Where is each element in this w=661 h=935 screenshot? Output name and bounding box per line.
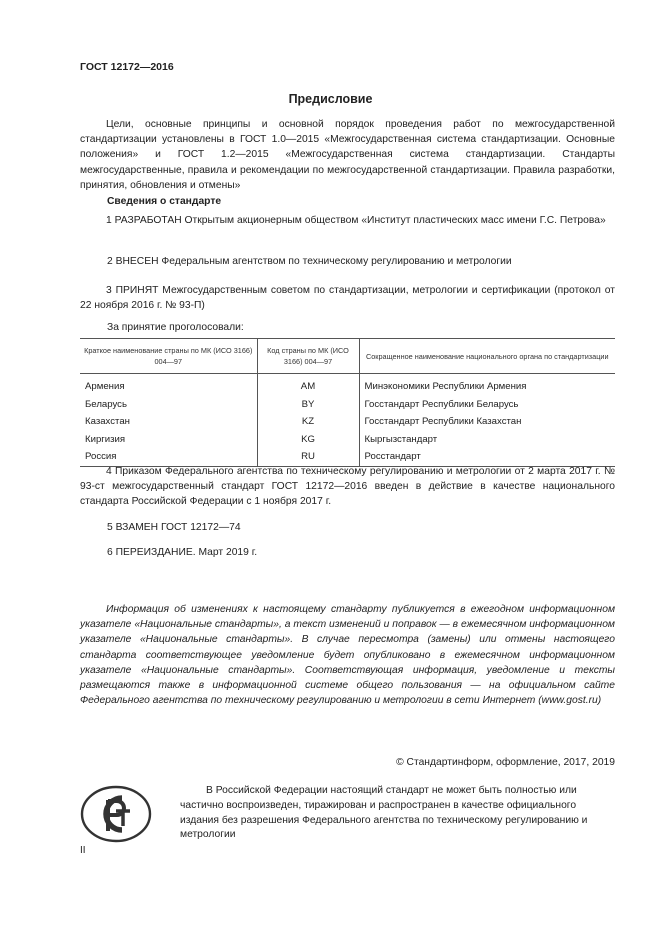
voted-label: За принятие проголосовали:	[107, 322, 244, 333]
cell-code: KG	[257, 431, 359, 449]
header-body: Сокращенное наименование национального органа по стандартизации	[359, 339, 615, 374]
header-code: Код страны по МК (ИСО 3166) 004—97	[257, 339, 359, 374]
cell-code: BY	[257, 396, 359, 414]
intro-text: Цели, основные принципы и основной порядок проведения работ по межгосударственной стандартизации установлены в ГОСТ 1.0—2015 «Межгосударственная система стандартизации. Основные положения» и ГОСТ 1.2—2015 «Межгосударственная система стандартизации. Стандарты межгосударственные, правила и рекомендации по межгосударственной стандартизации. Правила разработки, принятия, обновления и отмены»	[80, 119, 615, 191]
info-note	[80, 602, 615, 708]
cell-country: Киргизия	[85, 433, 126, 445]
section-title: Сведения о стандарте	[107, 196, 222, 207]
cell-code: RU	[257, 448, 359, 466]
voting-table	[80, 338, 615, 467]
page-title: Предисловие	[288, 92, 373, 106]
table-row	[80, 374, 615, 396]
reproduction-notice	[180, 784, 615, 843]
cell-code: AM	[257, 374, 359, 396]
document-code: ГОСТ 12172—2016	[80, 61, 174, 73]
copyright: © Стандартинформ, оформление, 2017, 2019	[396, 757, 615, 768]
item-introduced: 2 ВНЕСЕН Федеральным агентством по техническому регулированию и метрологии	[107, 256, 512, 267]
item-enacted	[80, 464, 615, 510]
cell-body: Госстандарт Республики Беларусь	[359, 396, 615, 414]
cell-body: Минэкономики Республики Армения	[359, 374, 615, 396]
cell-country: Россия	[80, 448, 257, 466]
item-adopted-text: 3 ПРИНЯТ Межгосударственным советом по стандартизации, метрологии и сертификации (протокол от 22 ноября 2016 г. № 93-П)	[80, 285, 615, 312]
cell-country: Беларусь	[85, 398, 127, 410]
header-country: Краткое наименование страны по МК (ИСО 3166) 004—97	[80, 339, 257, 374]
cell-body: Госстандарт Республики Казахстан	[359, 413, 615, 431]
item-developed-text: 1 РАЗРАБОТАН Открытым акционерным обществом «Институт пластических масс имени Г.С. Петрова»	[106, 215, 606, 226]
item-enacted-text: 4 Приказом Федерального агентства по техническому регулированию и метрологии от 2 марта 2017 г. № 93-ст межгосударственный стандарт ГОСТ 12172—2016 введен в действие в качестве национального стандарта Российской Федерации с 1 ноября 2017 г.	[80, 466, 615, 508]
item-developed	[80, 213, 615, 228]
cell-country: Армения	[85, 381, 125, 393]
item-reissue: 6 ПЕРЕИЗДАНИЕ. Март 2019 г.	[107, 547, 258, 558]
cell-body: Кыргызстандарт	[359, 431, 615, 449]
reproduction-notice-text: В Российской Федерации настоящий стандарт не может быть полностью или частично воспроизведен, тиражирован и распространен в качестве официального издания без разрешения Федерального агентства по техническому регулированию и метрологии	[180, 785, 588, 841]
cell-code: KZ	[257, 413, 359, 431]
table-row	[80, 396, 615, 414]
rst-certification-mark-icon	[80, 784, 152, 844]
table-row	[80, 431, 615, 449]
page-number: II	[80, 845, 86, 856]
cell-country: Казахстан	[85, 416, 130, 428]
intro-paragraph	[80, 117, 615, 193]
item-replaces: 5 ВЗАМЕН ГОСТ 12172—74	[107, 522, 241, 533]
table-row	[80, 413, 615, 431]
item-adopted	[80, 283, 615, 313]
info-note-text: Информация об изменениях к настоящему стандарту публикуется в ежегодном информационном указателе «Национальные стандарты», а текст изменений и поправок — в ежемесячном информационном указателе «Национальные стандарты». В случае пересмотра (замены) или отмены настоящего стандарта соответствующее уведомление будет опубликовано в ежемесячном информационном указателе «Национальные стандарты». Соответствующая информация, уведомление и тексты размещаются также в информационной системе общего пользования — на официальном сайте Федерального агентства по техническому регулированию и метрологии в сети Интернет (www.gost.ru)	[80, 604, 615, 707]
table-header-row	[80, 339, 615, 374]
cell-body: Росстандарт	[359, 448, 615, 466]
